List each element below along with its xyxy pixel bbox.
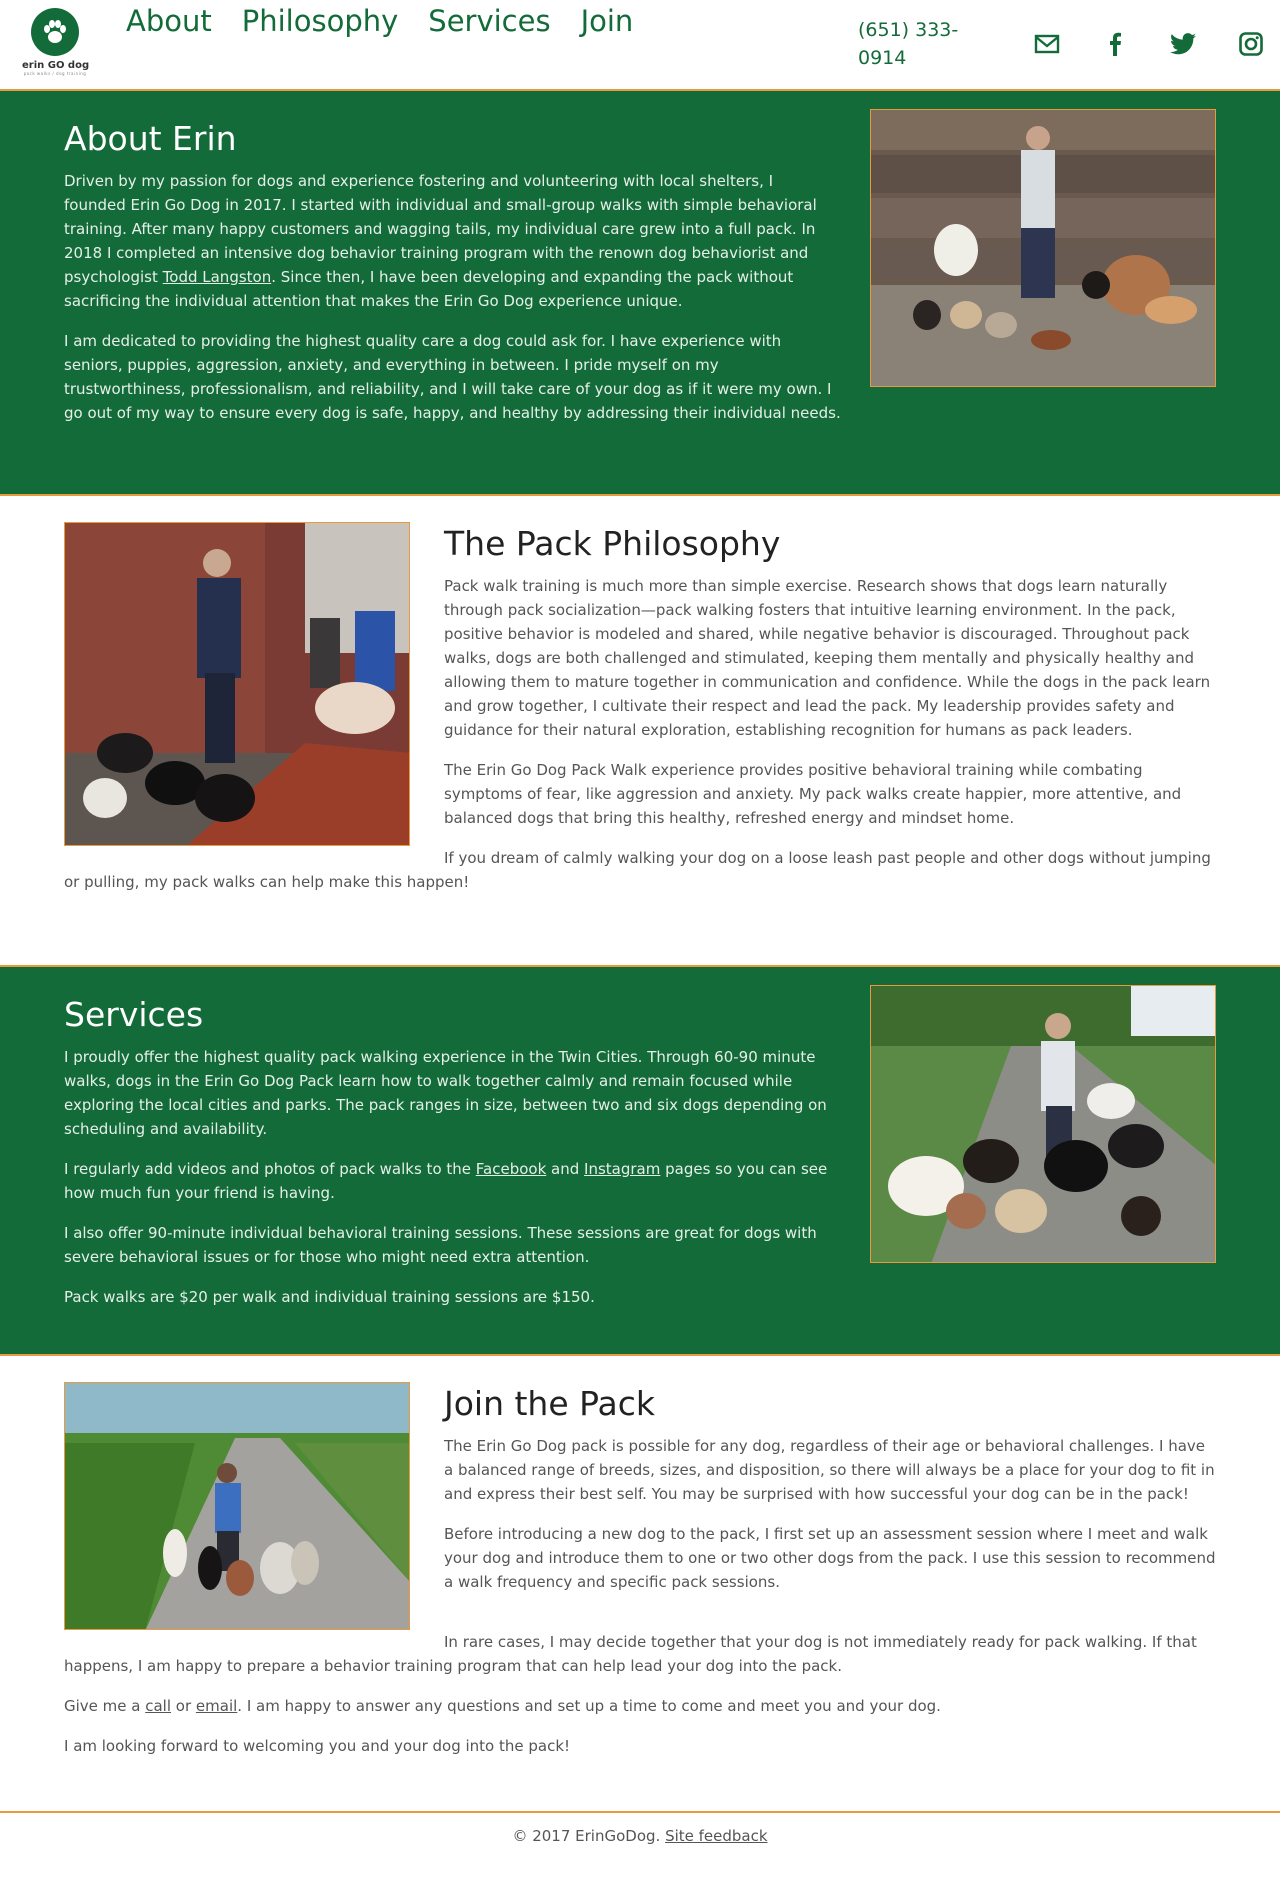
- nav-join[interactable]: Join: [580, 4, 634, 38]
- join-paragraph-5: I am looking forward to welcoming you and your dog into the pack!: [64, 1737, 571, 1755]
- join-paragraph-3: In rare cases, I may decide together that your dog is not immediately ready for pack walking. If that happens, I am happy to prepare a behavior training program that can help lead your dog into the pack.: [64, 1633, 1197, 1675]
- join-paragraph-2: Before introducing a new dog to the pack, I first set up an assessment session where I meet and walk your dog and introduce them to one or two other dogs from the pack. I use this session to recommend a walk frequency and specific pack sessions.: [444, 1525, 1216, 1591]
- services-paragraph-4: Pack walks are $20 per walk and individual training sessions are $150.: [64, 1288, 595, 1306]
- join-section: [0, 1356, 1280, 1811]
- facebook-link[interactable]: Facebook: [475, 1160, 547, 1178]
- twitter-icon[interactable]: [1170, 31, 1196, 57]
- services-photo: [870, 985, 1216, 1263]
- philosophy-paragraph-1: Pack walk training is much more than simple exercise. Research shows that dogs learn naturally through pack socialization—pack walking fosters that intuitive learning environment. In the pack, positive behavior is modeled and shared, while negative behavior is discouraged. Throughout pack walks, dogs are both challenged and stimulated, keeping them mentally and physically healthy and allowing them to mature together in communication and confidence. While the dogs in the pack learn and grow together, I cultivate their respect and lead the pack. My leadership provides safety and guidance for their natural exploration, establishing recognition for humans as pack leaders.: [444, 577, 1211, 739]
- philosophy-section: [0, 496, 1280, 965]
- paw-icon: [31, 8, 79, 56]
- join-photo: [64, 1382, 410, 1630]
- about-section: [0, 91, 1280, 494]
- philosophy-paragraph-3: If you dream of calmly walking your dog on a loose leash past people and other dogs without jumping or pulling, my pack walks can help make this happen!: [64, 849, 1211, 891]
- join-paragraph-4: Give me a call or email. I am happy to answer any questions and set up a time to come and meet you and your dog.: [64, 1697, 941, 1715]
- about-paragraph-1: Driven by my passion for dogs and experience fostering and volunteering with local shelters, I founded Erin Go Dog in 2017. I started with individual and small-group walks with simple behavioral training. After many happy customers and wagging tails, my individual care grew into a full pack. In 2018 I completed an intensive dog behavior training program with the renown dog behaviorist and psychologist Todd Langston. Since then, I have been developing and expanding the pack without sacrificing the individual attention that makes the Erin Go Dog experience unique.: [64, 172, 817, 310]
- site-footer: [0, 1811, 1280, 1884]
- logo-tagline: pack walks / dog training: [23, 71, 87, 76]
- copyright-text: © 2017 ErinGoDog.: [512, 1827, 666, 1845]
- join-title: Join the Pack: [444, 1384, 656, 1423]
- site-feedback-link[interactable]: Site feedback: [665, 1827, 768, 1845]
- social-links: [1034, 31, 1264, 57]
- nav-services[interactable]: Services: [428, 4, 551, 38]
- facebook-icon[interactable]: [1102, 31, 1128, 57]
- philosophy-title: The Pack Philosophy: [444, 524, 781, 563]
- about-photo: [870, 109, 1216, 387]
- philosophy-paragraph-2: The Erin Go Dog Pack Walk experience provides positive behavioral training while combating symptoms of fear, like aggression and anxiety. My pack walks create happier, more attentive, and balanced dogs that bring this healthy, refreshed energy and mindset home.: [444, 761, 1182, 827]
- about-paragraph-2: I am dedicated to providing the highest quality care a dog could ask for. I have experience with seniors, puppies, aggression, anxiety, and everything in between. I pride myself on my trustworthiness, professionalism, and reliability, and I will take care of your dog as if it were my own. I go out of my way to ensure every dog is safe, happy, and healthy by addressing their individual needs.: [64, 332, 841, 422]
- instagram-icon[interactable]: [1238, 31, 1264, 57]
- email-link[interactable]: email: [195, 1697, 238, 1715]
- logo[interactable]: [22, 8, 88, 76]
- services-paragraph-3: I also offer 90-minute individual behavioral training sessions. These sessions are great for dogs with severe behavioral issues or for those who might need extra attention.: [64, 1224, 817, 1266]
- call-link[interactable]: call: [145, 1697, 172, 1715]
- main-nav: [126, 2, 633, 40]
- nav-philosophy[interactable]: Philosophy: [241, 4, 399, 38]
- nav-about[interactable]: About: [126, 4, 212, 38]
- todd-langston-link[interactable]: Todd Langston: [162, 268, 272, 286]
- services-section: [0, 967, 1280, 1354]
- services-paragraph-2: I regularly add videos and photos of pack walks to the Facebook and Instagram pages so you can see how much fun your friend is having.: [64, 1160, 828, 1202]
- site-header: [0, 0, 1280, 91]
- join-paragraph-1: The Erin Go Dog pack is possible for any dog, regardless of their age or behavioral challenges. I have a balanced range of breeds, sizes, and disposition, so there will always be a place for your dog to fit in and express their best self. You may be surprised with how successful your dog can be in the pack!: [444, 1437, 1215, 1503]
- philosophy-photo: [64, 522, 410, 846]
- services-title: Services: [64, 995, 204, 1034]
- about-title: About Erin: [64, 119, 237, 158]
- logo-name: erin GO dog: [22, 60, 90, 71]
- services-paragraph-1: I proudly offer the highest quality pack walking experience in the Twin Cities. Through 60-90 minute walks, dogs in the Erin Go Dog Pack learn how to walk together calmly and remain focused while exploring the local cities and parks. The pack ranges in size, between two and six dogs depending on scheduling and availability.: [64, 1048, 827, 1138]
- mail-icon[interactable]: [1034, 31, 1060, 57]
- instagram-link[interactable]: Instagram: [584, 1160, 661, 1178]
- phone-link[interactable]: (651) 333-0914: [858, 19, 959, 69]
